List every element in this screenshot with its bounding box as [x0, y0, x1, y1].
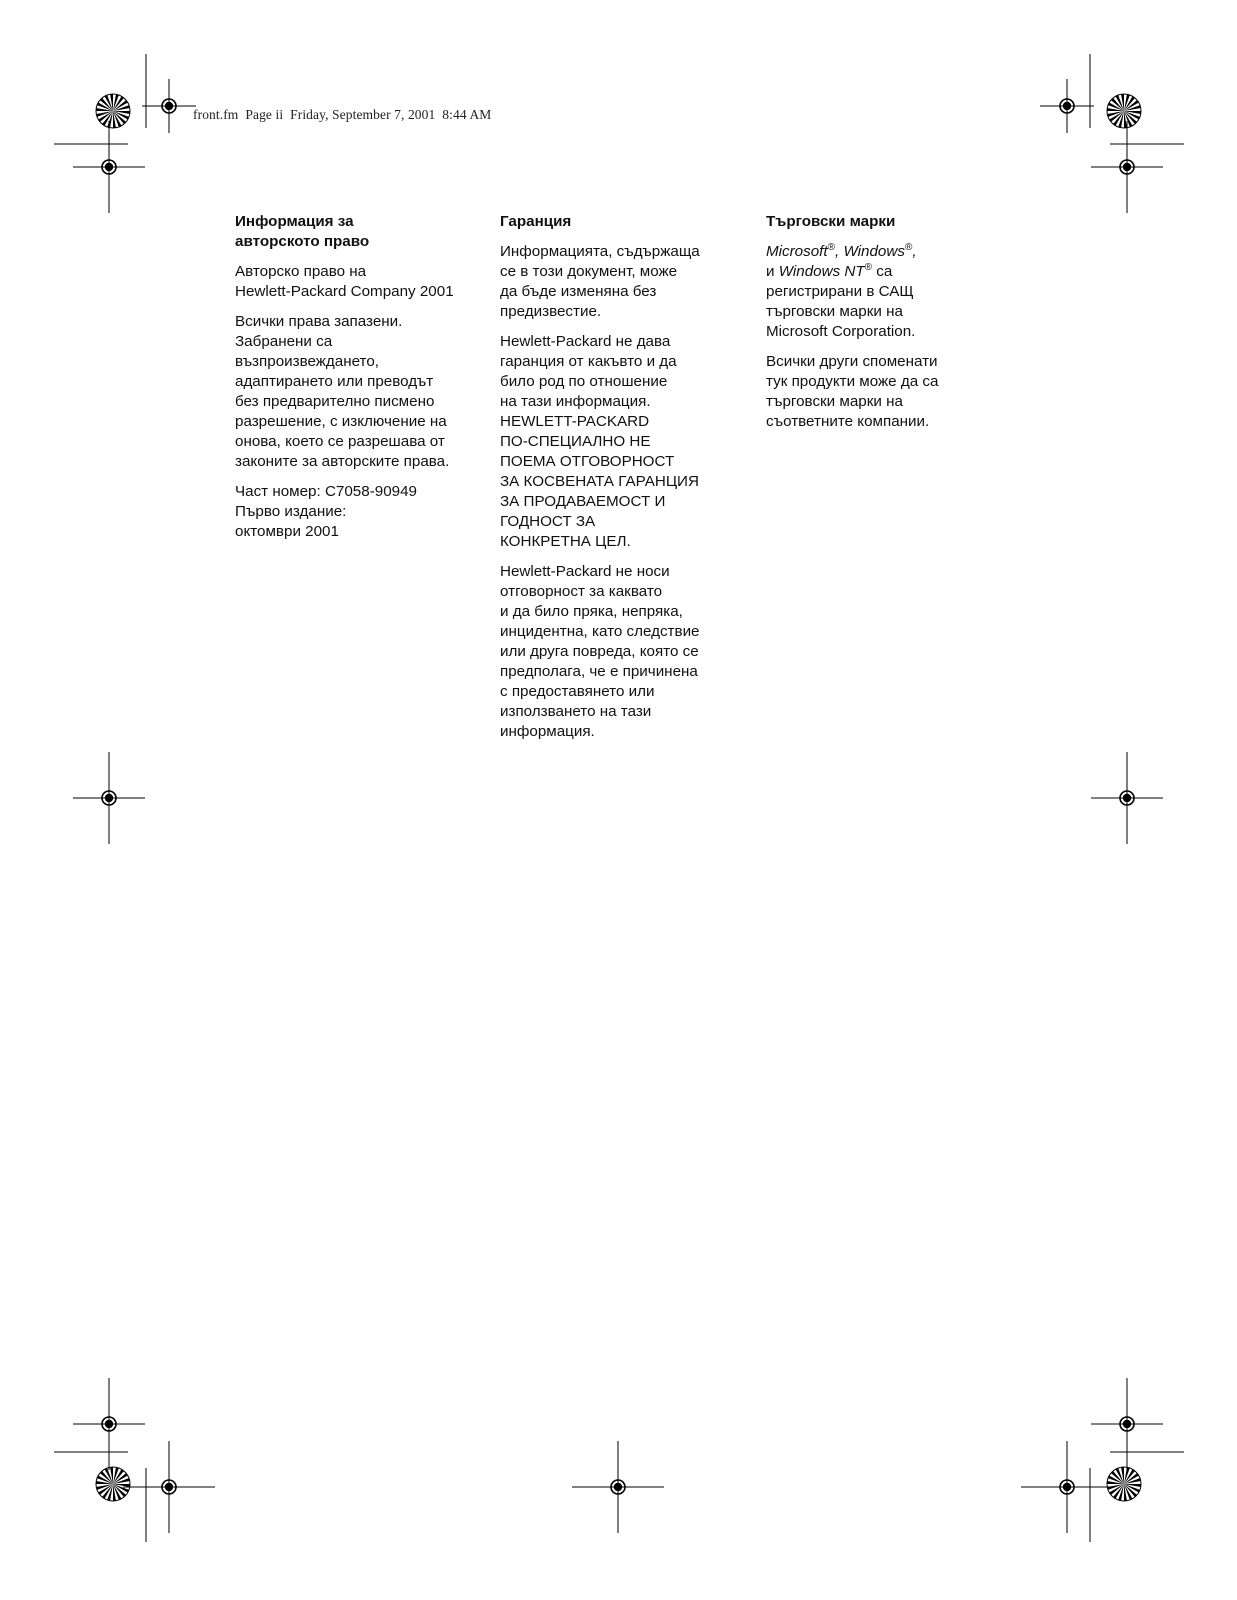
warranty-change-paragraph: Информацията, съдържаща се в този документ, може да бъде изменяна без предизвестие.	[500, 243, 700, 320]
copyright-heading: Информация за авторското право	[235, 213, 370, 250]
trademarks-column	[766, 212, 1006, 442]
warranty-heading: Гаранция	[500, 213, 572, 230]
registration-target-dot	[165, 102, 173, 110]
registration-target-dot	[1123, 163, 1131, 171]
trademark-windows-nt: Windows NT	[778, 263, 865, 280]
trademarks-registered-paragraph: Microsoft®, Windows®, и Windows NT® са регистрирани в САЩ търговски марки на Microsoft Corporation.	[766, 242, 917, 340]
copyright-column	[235, 212, 475, 552]
warranty-disclaimer-paragraph: Hewlett-Packard не дава гаранция от какъвто и да било род по отношение на тази информация. HEWLETT-PACKARD ПО-СПЕЦИАЛНО НЕ ПОЕМА ОТГОВОРНОСТ ЗА КОСВЕНАТА ГАРАНЦИЯ ЗА ПРОДАВАЕМОСТ И ГОДНОСТ ЗА КОНКРЕТНА ЦЕЛ.	[500, 333, 699, 550]
registration-target-dot	[165, 1483, 173, 1491]
registration-target-dot	[105, 794, 113, 802]
registration-target-dot	[105, 163, 113, 171]
copyright-owner-paragraph: Авторско право на Hewlett-Packard Company 2001	[235, 263, 454, 300]
trademark-microsoft: Microsoft	[766, 243, 828, 260]
registration-target-dot	[1123, 1420, 1131, 1428]
part-number-paragraph: Част номер: C7058-90949 Първо издание: октомври 2001	[235, 483, 417, 540]
other-trademarks-paragraph: Всички други споменати тук продукти може да са търговски марки на съответните компании.	[766, 353, 939, 430]
page-slug-line: front.fm Page ii Friday, September 7, 2001 8:44 AM	[193, 107, 492, 122]
liability-paragraph: Hewlett-Packard не носи отговорност за каквато и да било пряка, непряка, инцидентна, като следствие или друга повреда, която се предполага, че е причинена с предоставянето или използването на тази информация.	[500, 563, 700, 740]
warranty-column	[500, 212, 740, 752]
registration-target-dot	[614, 1483, 622, 1491]
registration-target-dot	[1063, 102, 1071, 110]
registration-target-dot	[1063, 1483, 1071, 1491]
trademarks-heading: Търговски марки	[766, 213, 896, 230]
trademark-windows: Windows	[843, 243, 905, 260]
registration-target-dot	[1123, 794, 1131, 802]
registration-target-dot	[105, 1420, 113, 1428]
rights-reserved-paragraph: Всички права запазени. Забранени са възпроизвеждането, адаптирането или преводът без предварително писмено разрешение, с изключение на онова, което се разрешава от законите за авторските права.	[235, 313, 450, 470]
